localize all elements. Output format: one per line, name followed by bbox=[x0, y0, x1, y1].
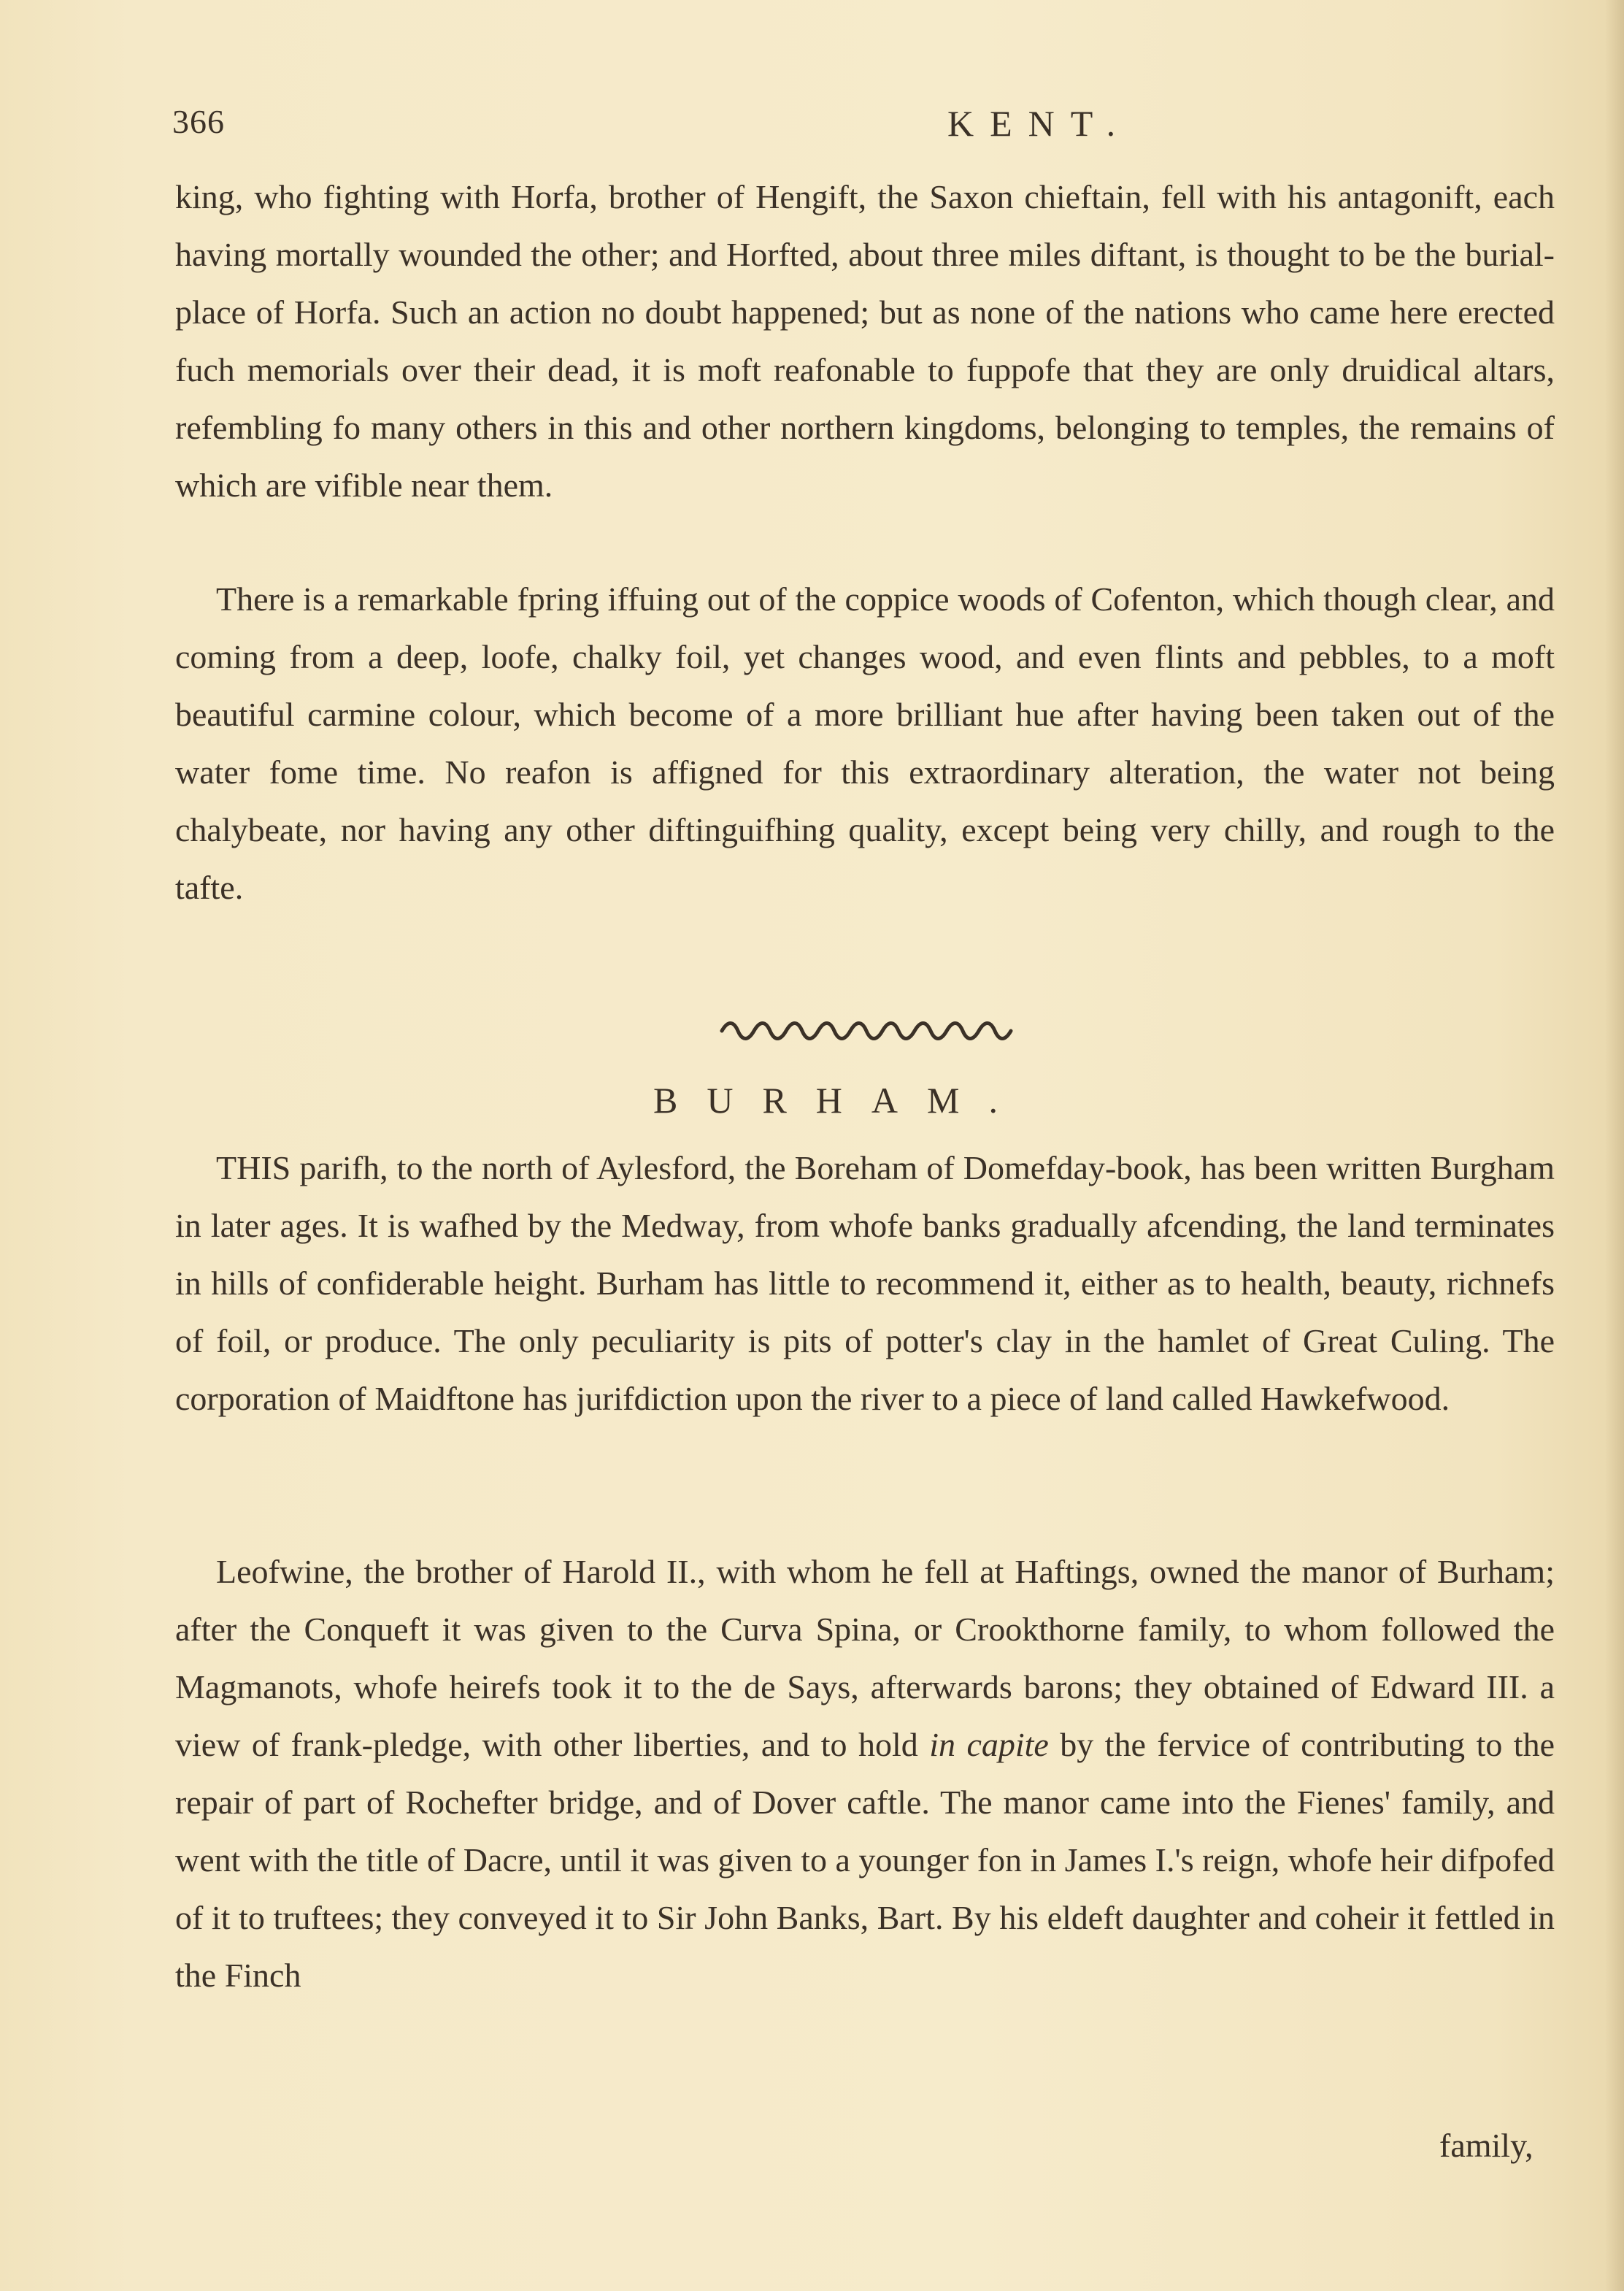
paragraph-cosenton-spring: There is a remarkable fpring iffuing out of the coppice woods of Cofenton, which though clear, and coming from a deep, loofe, chalky foil, yet changes wood, and even flints and pebbles, to a moft beautiful carmine colour, which become of a more brilliant hue after having been taken out of the water fome time. No reafon is affigned for this extraordinary alteration, the water not being chalybeate, nor having any other diftinguifhing quality, except being very chilly, and rough to the tafte. bbox=[175, 580, 1555, 906]
running-head bbox=[172, 102, 1552, 161]
running-title: KENT. bbox=[947, 103, 1132, 144]
page-edge-shadow bbox=[1605, 0, 1624, 2291]
section-title-burham: BURHAM. bbox=[653, 1080, 1027, 1121]
paragraph-burham-description: THIS parifh, to the north of Aylesford, the Boreham of Domefday-book, has been written Burgham in later ages. It is wafhed by the Medway, from whofe banks gradually afcending, the land terminates in hills of confiderable height. Burham has little to recommend it, either as to health, beauty, richnefs of foil, or produce. The only peculiarity is pits of potter's clay in the hamlet of Great Culing. The corporation of Maidftone has jurifdiction upon the river to a piece of land called Hawkefwood. bbox=[175, 1149, 1555, 1417]
in-capite-italic: in capite bbox=[929, 1726, 1049, 1763]
catchword: family, bbox=[1439, 2127, 1533, 2164]
paragraph-burham-manor bbox=[175, 1543, 1555, 2004]
paragraph-horfa: king, who fighting with Horfa, brother of Hengift, the Saxon chieftain, fell with his antagonift, each having mortally wounded the other; and Horfted, about three miles diftant, is thought to be the burial-place of Horfa. Such an action no doubt happened; but as none of the nations who came here erected fuch memorials over their dead, it is moft reafonable to fuppofe that they are only druidical altars, refembling fo many others in this and other northern kingdoms, belonging to temples, the remains of which are vifible near them. bbox=[175, 178, 1555, 504]
page-number: 366 bbox=[172, 103, 225, 140]
manor-text-start: Leofwine, the brother of Harold II., with whom he fell at Haftings, owned the manor of Burham; after the Conqueft it was given to the Curva Spina, or Crookthorne family, to whom followed the Magmanots, whofe heirefs took it to the de Says, afterwards barons; they obtained of Edward III. a view of frank-pledge, with other liberties, and to hold bbox=[175, 1553, 1555, 1763]
manor-text-end: by the fervice of contributing to the repair of part of Rochefter bridge, and of Dover caftle. The manor came into the Fienes' family, and went with the title of Dacre, until it was given to a younger fon in James I.'s reign, whofe heir difpofed of it to truftees; they conveyed it to Sir John Banks, Bart. By his eldeft daughter and coheir it fettled in the Finch bbox=[175, 1726, 1555, 1994]
ornament-divider bbox=[719, 1013, 1025, 1043]
